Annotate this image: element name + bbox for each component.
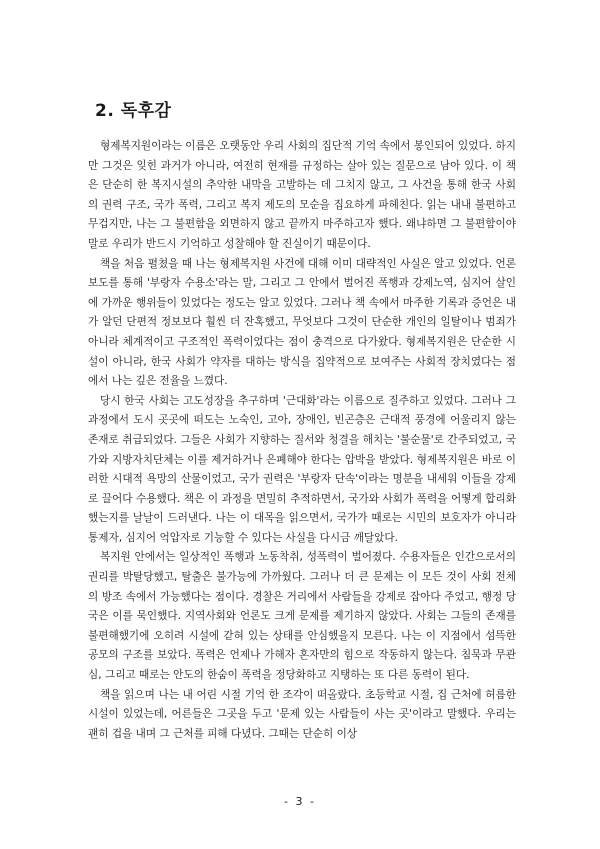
paragraph: 책을 읽으며 나는 내 어린 시절 기억 한 조각이 떠올랐다. 초등학교 시절, 집 근처에 허름한 시설이 있었는데, 어른들은 그곳을 두고 '문제 있는 사람들이 사는 곳'이라고 말했다. 우리는 괜히 겁을 내며 그 근처를 피해 다녔다. 그때는 단순히 이상	[88, 688, 516, 740]
paragraph: 책을 처음 펼쳤을 때 나는 형제복지원 사건에 대해 이미 대략적인 사실은 알고 있었다. 언론 보도를 통해 '부랑자 수용소'라는 말, 그리고 그 안에서 벌어진 폭행과 강제노역, 심지어 살인에 가까운 행위들이 있었다는 정도는 알고 있었다. 그러나 책 속에서 마주한 기록과 증언은 내가 알던 단편적 정보보다 훨씬 더 잔혹했고, 무엇보다 그것이 단순한 개인의 일탈이나 범죄가 아니라 체계적이고 구조적인 폭력이었다는 점이 충격으로 다가왔다. 형제복지원은 단순한 시설이 아니라, 한국 사회가 약자를 대하는 방식을 집약적으로 보여주는 사회적 장치였다는 점에서 나는 깊은 전율을 느꼈다.	[88, 257, 516, 388]
body-text	[88, 137, 516, 744]
paragraph: 당시 한국 사회는 고도성장을 추구하며 '근대화'라는 이름으로 질주하고 있었다. 그러나 그 과정에서 도시 곳곳에 떠도는 노숙인, 고아, 장애인, 빈곤층은 근대적 풍경에 어울리지 않는 존재로 취급되었다. 그들은 사회가 지향하는 질서와 청결을 해치는 '불순물'로 간주되었고, 국가와 지방자치단체는 이를 제거하거나 은폐해야 한다는 압박을 받았다. 형제복지원은 바로 이러한 시대적 욕망의 산물이었고, 국가 권력은 '부랑자 단속'이라는 명분을 내세워 이들을 강제로 끌어다 수용했다. 책은 이 과정을 면밀히 추적하면서, 국가와 사회가 폭력을 어떻게 합리화했는지를 날날이 드러낸다. 나는 이 대목을 읽으면서, 국가가 때로는 시민의 보호자가 아니라 통제자, 심지어 억압자로 기능할 수 있다는 사실을 다시금 깨달았다.	[88, 394, 516, 544]
section-heading: 2. 독후감	[95, 101, 172, 121]
paragraph: 형제복지원이라는 이름은 오랫동안 우리 사회의 집단적 기억 속에서 봉인되어 있었다. 하지만 그것은 잊힌 과거가 아니라, 여전히 현재를 규정하는 살아 있는 질문으로 남아 있다. 이 책은 단순히 한 복지시설의 추악한 내막을 고발하는 데 그치지 않고, 그 사건을 통해 한국 사회의 권력 구조, 국가 폭력, 그리고 복지 제도의 모순을 집요하게 파헤친다. 읽는 내내 불편하고 무겁지만, 나는 그 불편함을 외면하지 않고 끝까지 마주하고자 했다. 왜냐하면 그 불편함이야말로 우리가 반드시 기억하고 성찰해야 할 진실이기 때문이다.	[88, 140, 516, 250]
page-number: - 3 -	[284, 795, 316, 808]
paragraph: 복지원 안에서는 일상적인 폭행과 노동착취, 성폭력이 벌어졌다. 수용자들은 인간으로서의 권리를 박탈당했고, 탈출은 불가능에 가까웠다. 그러나 더 큰 문제는 이 모든 것이 사회 전체의 방조 속에서 가능했다는 점이다. 경찰은 거리에서 사람들을 강제로 잡아다 주었고, 행정 당국은 이를 묵인했다. 지역사회와 언론도 크게 문제를 제기하지 않았다. 사회는 그들의 존재를 불편해했기에 오히려 시설에 갇혀 있는 상태를 안심했을지 모른다. 나는 이 지점에서 섬뜩한 공모의 구조를 보았다. 폭력은 언제나 가해자 혼자만의 힘으로 작동하지 않는다. 침묵과 무관심, 그리고 때로는 안도의 한숨이 폭력을 정당화하고 지탱하는 또 다른 동력이 된다.	[88, 551, 516, 682]
